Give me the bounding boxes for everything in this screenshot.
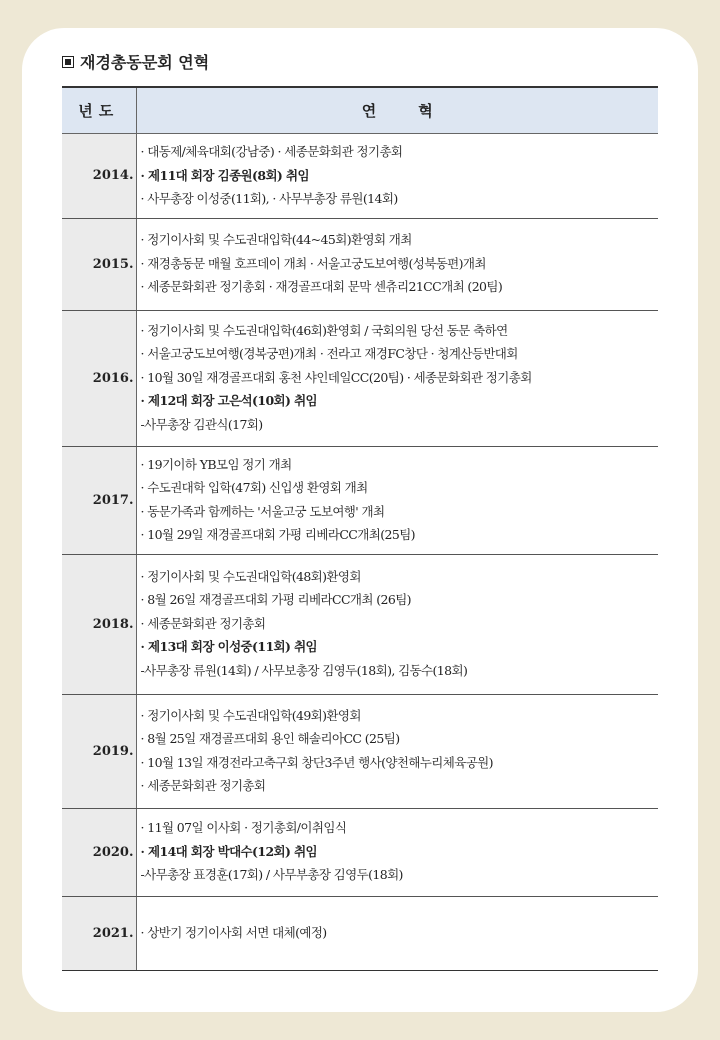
history-item: · 재경총동문 매월 호프데이 개최 · 서울고궁도보여행(성북동편)개최 (140, 255, 486, 271)
year-cell: 2016. (62, 310, 136, 446)
square-bullet-icon (62, 56, 74, 68)
year-cell: 2021. (62, 896, 136, 970)
history-cell (136, 446, 658, 554)
table-row (62, 896, 658, 970)
history-item: · 19기이하 YB모임 정기 개최 (140, 456, 292, 472)
table-row (62, 554, 658, 694)
history-item: · 10월 30일 재경골프대회 홍천 샤인데일CC(20팀) · 세종문화회관 정기총회 (140, 369, 532, 385)
history-cell (136, 554, 658, 694)
header-year: 년도 (62, 87, 136, 134)
history-item: · 서울고궁도보여행(경복궁편)개최 · 전라고 재경FC창단 · 청계산등반대회 (140, 346, 518, 362)
year-cell: 2014. (62, 134, 136, 219)
history-item: · 대동제/체육대회(강남중) · 세종문화회관 정기총회 (140, 144, 403, 159)
history-item: · 제12대 회장 고은석(10회) 취임 (140, 393, 318, 409)
history-item: -사무총장 표경훈(17회) / 사무부총장 김영두(18회) (140, 867, 403, 883)
history-item: · 정기이사회 및 수도권대입학(48회)환영회 (140, 568, 361, 584)
page-title-text: 재경총동문회 연혁 (80, 53, 210, 72)
history-item: · 사무총장 이성중(11회), · 사무부총장 류원(14회) (140, 191, 398, 206)
table-row (62, 808, 658, 896)
page-title (62, 50, 209, 73)
year-cell: 2020. (62, 808, 136, 896)
history-item: · 제14대 회장 박대수(12회) 취임 (140, 843, 318, 859)
history-item: · 8월 25일 재경골프대회 용인 해솔리아CC (25팀) (140, 731, 400, 746)
year-cell: 2019. (62, 694, 136, 808)
history-cell (136, 694, 658, 808)
history-item: · 동문가족과 함께하는 '서울고궁 도보여행' 개최 (140, 503, 385, 519)
history-cell (136, 218, 658, 310)
table-row (62, 446, 658, 554)
history-item: · 세종문화회관 정기총회 (140, 778, 266, 793)
history-item: -사무총장 김관식(17회) (140, 416, 263, 432)
history-item: · 정기이사회 및 수도권대입학(44~45회)환영회 개최 (140, 232, 412, 248)
history-item: · 10월 13일 재경전라고축구회 창단3주년 행사(양천해누리체육공원) (140, 754, 493, 770)
history-item: · 세종문화회관 정기총회 · 재경골프대회 문막 센츄리21CC개최 (20팀) (140, 279, 503, 295)
history-card (22, 28, 698, 1012)
year-cell: 2015. (62, 218, 136, 310)
history-item: · 10월 29일 재경골프대회 가평 리베라CC개최(25팀) (140, 527, 415, 542)
history-item: · 제11대 회장 김종원(8회) 취임 (140, 167, 309, 183)
history-item: · 11월 07일 이사회 · 정기총회/이취임식 (140, 820, 347, 836)
history-cell (136, 310, 658, 446)
history-cell (136, 896, 658, 970)
table-header-row (62, 87, 658, 134)
history-item: -사무총장 류원(14회) / 사무보총장 김영두(18회), 김동수(18회) (140, 662, 468, 678)
table-row (62, 134, 658, 219)
history-item: · 제13대 회장 이성중(11회) 취임 (140, 639, 318, 655)
history-cell (136, 808, 658, 896)
history-item: · 상반기 정기이사회 서면 대체(예정) (140, 924, 327, 940)
year-cell: 2017. (62, 446, 136, 554)
table-row (62, 218, 658, 310)
table-row (62, 694, 658, 808)
history-item: · 정기이사회 및 수도권대입학(46회)환영회 / 국회의원 당선 동문 축하연 (140, 322, 508, 338)
year-cell: 2018. (62, 554, 136, 694)
history-item: · 정기이사회 및 수도권대입학(49회)환영회 (140, 707, 361, 723)
history-item: · 세종문화회관 정기총회 (140, 615, 266, 631)
table-row (62, 310, 658, 446)
history-cell (136, 134, 658, 219)
history-item: · 8월 26일 재경골프대회 가평 리베라CC개최 (26팀) (140, 592, 411, 608)
history-item: · 수도권대학 입학(47회) 신입생 환영회 개최 (140, 480, 368, 495)
history-table (62, 86, 658, 971)
header-history: 연혁 (136, 87, 658, 134)
